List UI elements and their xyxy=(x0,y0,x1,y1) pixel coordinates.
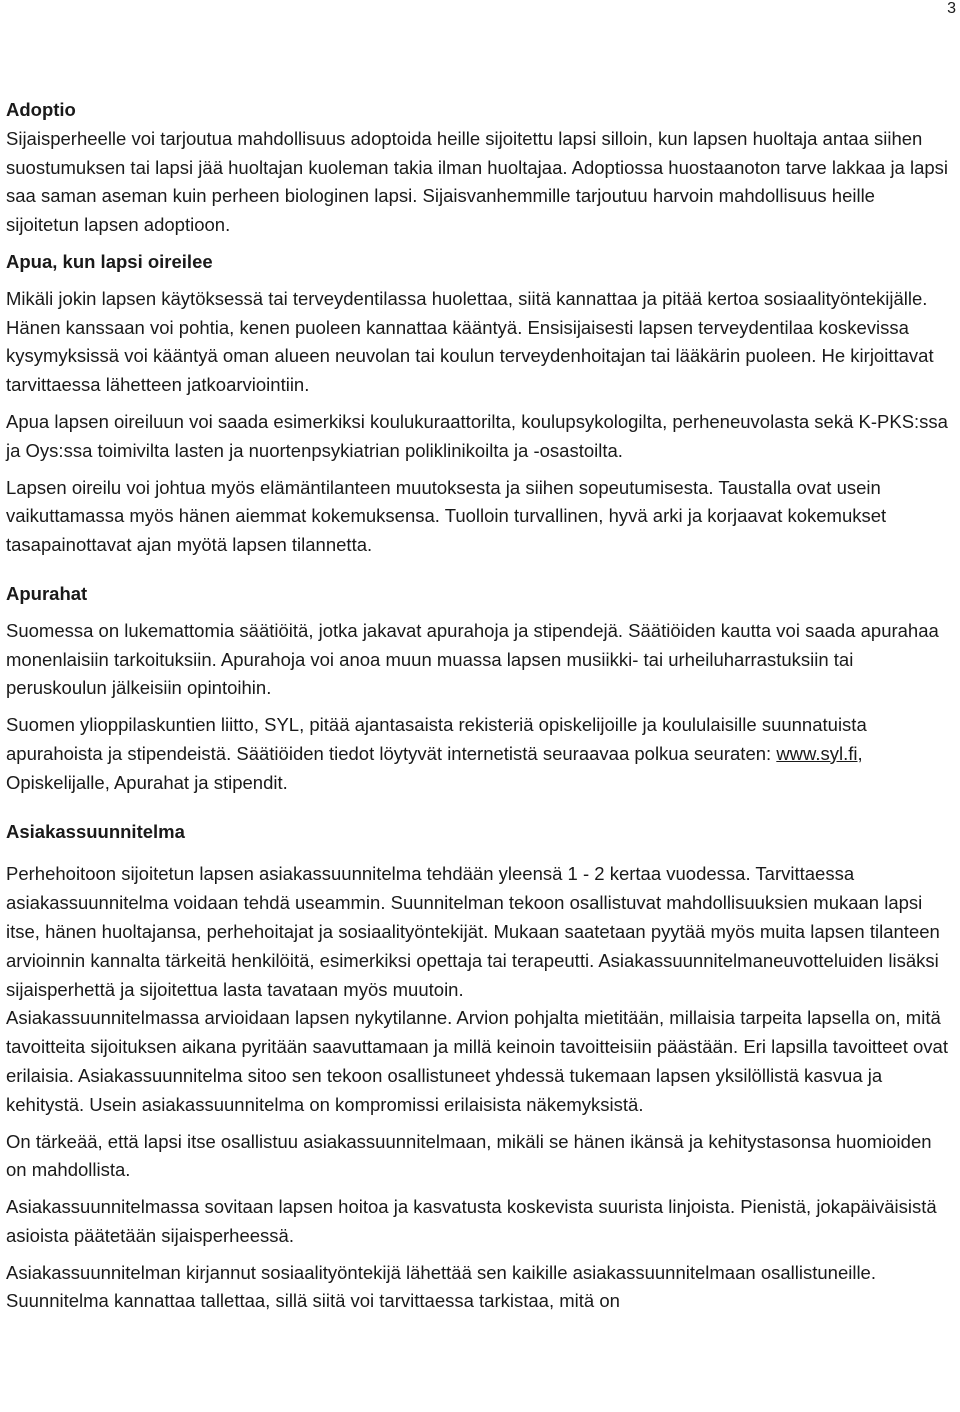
paragraph: Suomessa on lukemattomia säätiöitä, jotka jakavat apurahoja ja stipendejä. Säätiöiden kautta voi saada apurahaa monenlaisiin tarkoituksiin. Apurahoja voi anoa muun muassa lapsen musiikki- tai urheiluharrastuksiin tai peruskoulun jälkeisiin opintoihin. xyxy=(6,619,939,699)
heading-asiakassuunnitelma: Asiakassuunnitelma xyxy=(6,820,185,842)
paragraph: Asiakassuunnitelmassa sovitaan lapsen hoitoa ja kasvatusta koskevista suurista linjoista. Pienistä, jokapäiväisistä asioista päätetään sijaisperheessä. xyxy=(6,1196,937,1246)
paragraph: Asiakassuunnitelman kirjannut sosiaalityöntekijä lähettää sen kaikille asiakassuunnitelmaan osallistuneille. Suunnitelma kannattaa tallettaa, sillä siitä voi tarvittaessa tarkistaa, mitä on xyxy=(6,1261,876,1312)
text: Suomen ylioppilaskuntien liitto, SYL, pitää ajantasaista rekisteriä opiskelijoille ja koululaisille suunnatuista apurahoista ja stipendeistä. Säätiöiden tiedot löytyvät internetistä seuraavaa polkua seuraten: xyxy=(6,714,867,764)
paragraph-with-link xyxy=(6,711,952,797)
paragraph: Perhehoitoon sijoitetun lapsen asiakassuunnitelma tehdään yleensä 1 - 2 kertaa vuodessa. Tarvittaessa asiakassuunnitelma voidaan tehdä useammin. Suunnitelman tekoon osallistuvat mahdollisuuksien mukaan lapsi itse, hänen huoltajansa, perhehoitajat ja sosiaalityöntekijät. Mukaan saatetaan pyytää myös muita lapsen tilanteen arvioinnin kannalta tärkeitä henkilöitä, esimerkiksi opettaja tai terapeutti. Asiakassuunnitelmaneuvotteluiden lisäksi sijaisperhettä ja sijoitettua lasta tavataan myös muutoin. xyxy=(6,863,940,1000)
paragraph: Asiakassuunnitelmassa arvioidaan lapsen nykytilanne. Arvion pohjalta mietitään, millaisia tarpeita lapsella on, mitä tavoitteita sijoituksen aikana pyritään saavuttamaan ja millä keinoin tavoitteisiin päästään. Eri lapsilla tavoitteet ovat erilaisia. Asiakassuunnitelma sitoo sen tekoon osallistuneet yhdessä tukemaan lapsen yksilöllistä kasvua ja kehitystä. Usein asiakassuunnitelma on kompromissi erilaisista näkemyksistä. xyxy=(6,1007,948,1115)
paragraph: Mikäli jokin lapsen käytöksessä tai terveydentilassa huolettaa, siitä kannattaa ja pitää kertoa sosiaalityöntekijälle. Hänen kanssaan voi pohtia, kenen puoleen kannattaa kääntyä. Ensisijaisesti lapsen terveydentilaa koskevissa kysymyksissä voi kääntyä oman alueen neuvolan tai koulun terveydenhoitajan tai lääkärin puoleen. He kirjoittavat tarvittaessa lähetteen jatkoarviointiin. xyxy=(6,287,934,396)
paragraph: Apua lapsen oireiluun voi saada esimerkiksi koulukuraattorilta, koulupsykologilta, perheneuvolasta sekä K-PKS:ssa ja Oys:ssa toimivilta lasten ja nuortenpsykiatrian poliklinikoilta ja -osastoilta. xyxy=(6,410,948,461)
paragraph: On tärkeää, että lapsi itse osallistuu asiakassuunnitelmaan, mikäli se hänen ikänsä ja kehitystasonsa huomioiden on mahdollista. xyxy=(6,1130,932,1181)
page-number: 3 xyxy=(947,0,956,17)
heading-apua: Apua, kun lapsi oireilee xyxy=(6,250,213,272)
heading-adoptio: Adoptio xyxy=(6,99,76,120)
heading-apurahat: Apurahat xyxy=(6,582,88,604)
paragraph: Sijaisperheelle voi tarjoutua mahdollisuus adoptoida heille sijoitettu lapsi silloin, kun lapsen huoltaja antaa siihen suostumuksen tai lapsi jää huoltajan kuoleman takia ilman huoltajaa. Adoptiossa huostaanoton tarve lakkaa ja lapsi saa saman aseman kuin perheen biologinen lapsi. Sijaisvanhemmille tarjoutuu harvoin mahdollisuus heille sijoitetun lapsen adoptioon. xyxy=(6,127,949,236)
paragraph: Lapsen oireilu voi johtua myös elämäntilanteen muutoksesta ja siihen sopeutumisesta. Taustalla ovat usein vaikuttamassa myös hänen aiemmat kokemuksensa. Tuolloin turvallinen, hyvä arki ja korjaavat kokemukset tasapainottavat ajan myötä lapsen tilannetta. xyxy=(6,476,887,556)
text: , Opiskelijalle, Apurahat ja stipendit. xyxy=(6,742,863,793)
syl-link[interactable]: www.syl.fi xyxy=(776,742,858,764)
document-body xyxy=(6,96,952,1316)
